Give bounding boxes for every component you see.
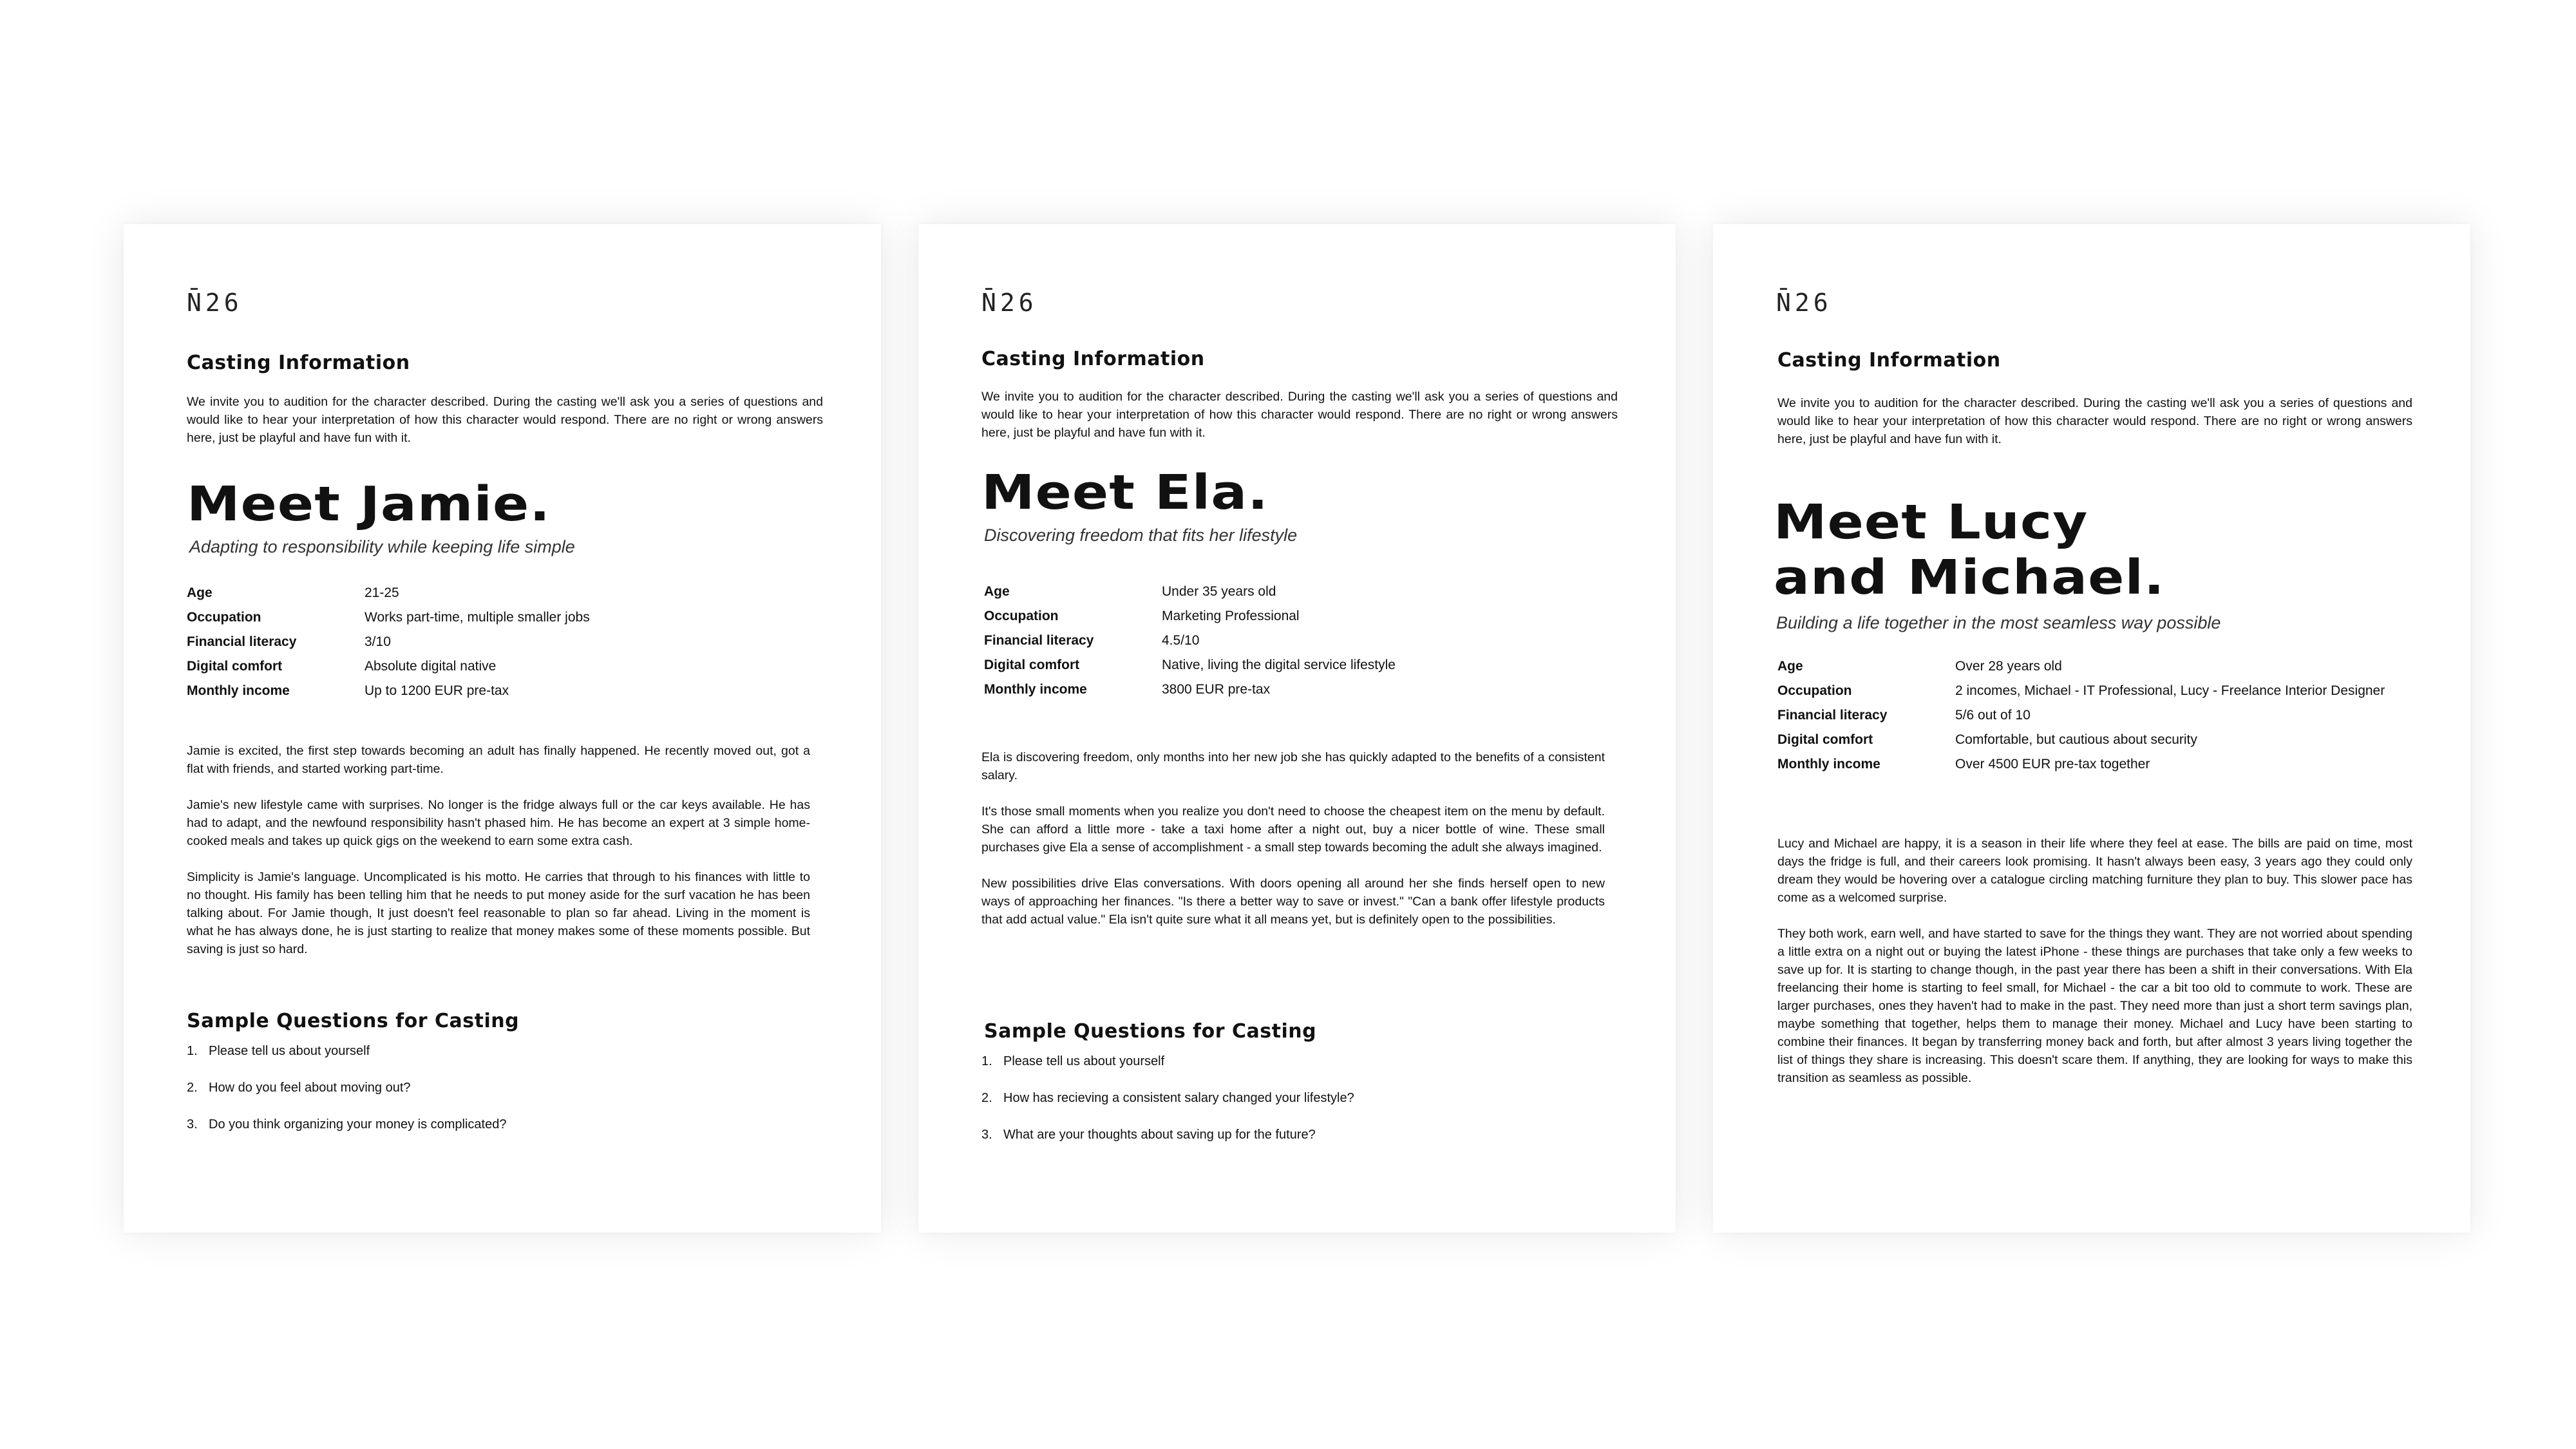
question-number: 1. [981, 1054, 992, 1068]
fact-row-monthly-income [984, 677, 1396, 702]
document-card-jamie [124, 224, 881, 1233]
sample-questions-list [981, 1052, 1618, 1144]
fact-row-financial-literacy [1777, 703, 2385, 728]
character-description [187, 742, 810, 976]
fact-value: 2 incomes, Michael - IT Professional, Lucy - Freelance Interior Designer [1955, 683, 2385, 698]
section-title: Casting Information [187, 352, 410, 374]
fact-row-occupation [1777, 679, 2385, 703]
question-text: Please tell us about yourself [1003, 1054, 1165, 1068]
fact-label: Digital comfort [187, 659, 283, 674]
fact-row-occupation [984, 604, 1396, 629]
questions-title: Sample Questions for Casting [187, 1010, 520, 1032]
question-text: How has recieving a consistent salary changed your lifestyle? [1003, 1091, 1354, 1105]
fact-label: Age [187, 585, 213, 600]
fact-row-occupation [187, 605, 590, 630]
fact-label: Digital comfort [1777, 732, 1873, 747]
fact-value: Over 28 years old [1955, 659, 2062, 674]
question-number: 3. [981, 1128, 992, 1142]
fact-label: Financial literacy [1777, 708, 1888, 723]
fact-label: Monthly income [984, 682, 1087, 697]
fact-label: Digital comfort [984, 658, 1080, 672]
description-paragraph: Simplicity is Jamie's language. Uncomplicated is his motto. He carries that through to his finances with little to no thought. His family has been telling him that he needs to put money aside for the surf vacation he has been talking about. For Jamie though, It just doesn't feel reasonable to plan so far ahead. Living in the moment is what he has always done, he is just starting to realize that money makes some of these moments possible. But saving is just so hard. [187, 870, 810, 956]
fact-row-financial-literacy [187, 630, 590, 654]
question-text: How do you feel about moving out? [209, 1081, 411, 1095]
description-paragraph: They both work, earn well, and have started to save for the things they want. They are not worried about spending a little extra on a night out or buying the latest iPhone - these things are purchases that take only a few weeks to save up for. It is starting to change though, in the past year there has been a shift in their conversations. With Ela freelancing their home is starting to feel small, for Michael - the car a bit too old to commute to work. These are larger purchases, ones they haven't had to make in the past. They need more than just a short term savings plan, maybe something that together, helps them to manage their money. Michael and Lucy have been starting to combine their finances. It began by transferring money back and forth, but after almost 3 years living together the list of things they share is increasing. This doesn't scare them. If anything, they are looking for ways to make this transition as seamless as possible. [1777, 927, 2412, 1085]
intro-text: We invite you to audition for the character described. During the casting we'll ask you a series of questions and would like to hear your interpretation of how this character would respond. There are no right or wrong answers here, just be playful and have fun with it. [187, 395, 823, 445]
character-tagline: Adapting to responsibility while keeping life simple [189, 537, 575, 556]
description-paragraph: Jamie is excited, the first step towards becoming an adult has finally happened. He recently moved out, got a flat with friends, and started working part-time. [187, 744, 810, 776]
question-number: 1. [187, 1044, 198, 1058]
character-facts-table [187, 581, 590, 703]
question-item [187, 1079, 823, 1097]
question-text: Do you think organizing your money is complicated? [209, 1117, 507, 1132]
character-description [1777, 835, 2412, 1105]
character-headline: Meet Ela. [981, 465, 1269, 520]
document-card-ela [918, 224, 1676, 1233]
fact-value: Works part-time, multiple smaller jobs [365, 610, 590, 625]
question-item [187, 1115, 823, 1133]
character-facts-table [1777, 654, 2385, 777]
fact-label: Occupation [187, 610, 261, 625]
document-card-lucy-michael [1713, 224, 2470, 1233]
fact-row-age [187, 581, 590, 605]
fact-row-age [1777, 654, 2385, 679]
question-text: Please tell us about yourself [209, 1044, 370, 1058]
fact-value: 4.5/10 [1162, 633, 1200, 648]
question-item [981, 1089, 1618, 1107]
fact-label: Age [984, 584, 1010, 599]
section-title: Casting Information [1777, 349, 2001, 372]
question-item [981, 1126, 1618, 1144]
fact-row-digital-comfort [1777, 728, 2385, 752]
question-number: 3. [187, 1117, 198, 1132]
character-headline: Meet Jamie. [187, 477, 551, 532]
fact-label: Financial literacy [187, 634, 297, 649]
character-tagline: Building a life together in the most seamless way possible [1776, 613, 2221, 632]
question-text: What are your thoughts about saving up for the future? [1003, 1128, 1316, 1142]
fact-row-monthly-income [187, 679, 590, 703]
question-number: 2. [981, 1091, 992, 1105]
fact-value: Absolute digital native [365, 659, 497, 674]
fact-value: 3800 EUR pre-tax [1162, 682, 1271, 697]
fact-label: Monthly income [1777, 757, 1880, 772]
fact-value: Up to 1200 EUR pre-tax [365, 683, 509, 698]
intro-text: We invite you to audition for the character described. During the casting we'll ask you a series of questions and would like to hear your interpretation of how this character would respond. There are no right or wrong answers here, just be playful and have fun with it. [981, 390, 1618, 440]
headline-line: Meet Lucy [1774, 495, 2088, 550]
character-description [981, 748, 1605, 947]
question-item [981, 1052, 1618, 1070]
fact-value: Native, living the digital service lifestyle [1162, 658, 1396, 672]
fact-value: Over 4500 EUR pre-tax together [1955, 757, 2150, 772]
description-paragraph: New possibilities drive Elas conversations. With doors opening all around her she finds herself open to new ways of approaching her finances. "Is there a better way to save or invest." "Can a bank offer lifestyle products that add actual value." Ela isn't quite sure what it all means yet, but is definitely open to the possibilities. [981, 876, 1605, 927]
character-headline [1774, 495, 2489, 605]
description-paragraph: Jamie's new lifestyle came with surprises. No longer is the fridge always full or the car keys available. He has had to adapt, and the newfound responsibility hasn't phased him. He has become an expert at 3 simple home-cooked meals and takes up quick gigs on the weekend to earn some extra cash. [187, 798, 810, 848]
description-paragraph: Lucy and Michael are happy, it is a season in their life where they feel at ease. The bills are paid on time, most days the fridge is full, and their careers look promising. It hasn't always been easy, 3 years ago they could only dream they would be hovering over a catalogue circling matching furniture they plan to buy. This slower pace has come as a welcomed surprise. [1777, 837, 2412, 905]
n26-logo: N̄26 [1776, 289, 1832, 317]
n26-logo: N̄26 [981, 289, 1037, 317]
fact-value: 3/10 [365, 634, 391, 649]
fact-row-monthly-income [1777, 752, 2385, 777]
sample-questions-list [187, 1042, 823, 1133]
headline-line: and Michael. [1774, 550, 2165, 605]
fact-value: Under 35 years old [1162, 584, 1276, 599]
section-title: Casting Information [981, 348, 1205, 370]
question-item [187, 1042, 823, 1060]
n26-logo: N̄26 [187, 289, 243, 317]
fact-label: Financial literacy [984, 633, 1094, 648]
fact-row-financial-literacy [984, 629, 1396, 653]
intro-text: We invite you to audition for the character described. During the casting we'll ask you a series of questions and would like to hear your interpretation of how this character would respond. There are no right or wrong answers here, just be playful and have fun with it. [1777, 396, 2412, 446]
fact-value: 21-25 [365, 585, 399, 600]
question-number: 2. [187, 1081, 198, 1095]
fact-value: 5/6 out of 10 [1955, 708, 2031, 723]
character-tagline: Discovering freedom that fits her lifestyle [984, 526, 1298, 545]
character-facts-table [984, 580, 1396, 702]
fact-label: Occupation [1777, 683, 1852, 698]
fact-value: Comfortable, but cautious about security [1955, 732, 2197, 747]
fact-value: Marketing Professional [1162, 609, 1300, 623]
description-paragraph: Ela is discovering freedom, only months into her new job she has quickly adapted to the benefits of a consistent salary. [981, 750, 1605, 782]
description-paragraph: It's those small moments when you realize you don't need to choose the cheapest item on the menu by default. She can afford a little more - take a taxi home after a night out, buy a nicer bottle of wine. These small purchases give Ela a sense of accomplishment - a small step towards becoming the adult she always imagined. [981, 804, 1605, 855]
fact-row-digital-comfort [984, 653, 1396, 677]
fact-row-age [984, 580, 1396, 604]
questions-title: Sample Questions for Casting [984, 1020, 1317, 1043]
fact-label: Occupation [984, 609, 1059, 623]
fact-row-digital-comfort [187, 654, 590, 679]
fact-label: Monthly income [187, 683, 290, 698]
fact-label: Age [1777, 659, 1803, 674]
